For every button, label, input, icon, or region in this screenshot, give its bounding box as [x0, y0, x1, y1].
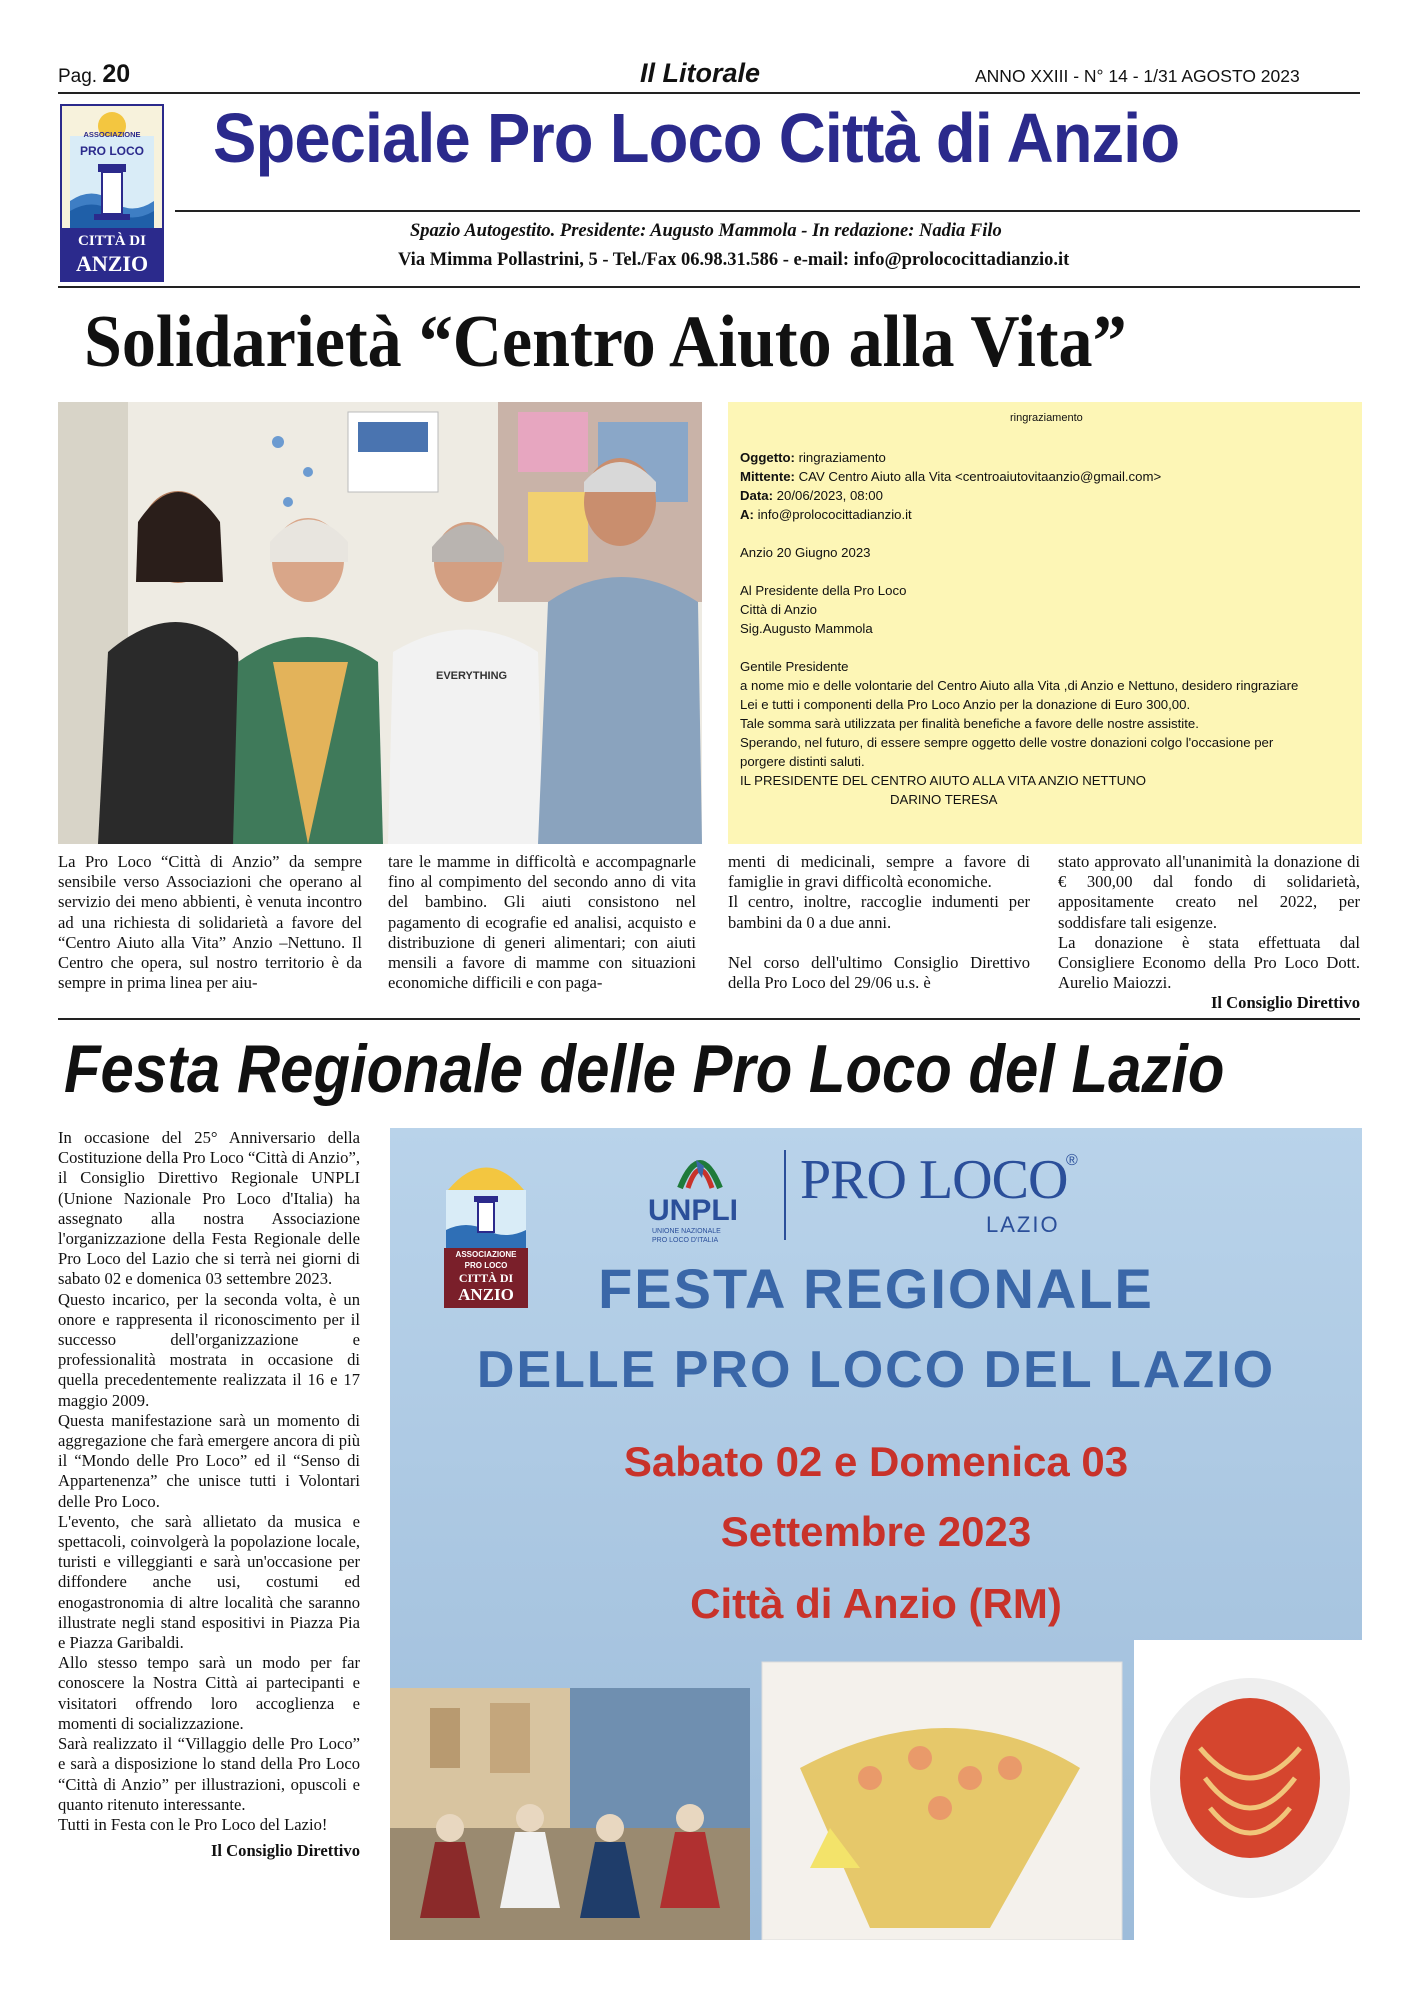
letter-sign-1: IL PRESIDENTE DEL CENTRO AIUTO ALLA VITA ANZIO NETTUNO	[740, 773, 1146, 788]
letter-oggetto: ringraziamento	[794, 450, 886, 465]
letter-addr-1: Al Presidente della Pro Loco	[740, 583, 907, 598]
group-photo	[58, 402, 702, 844]
letter-data: 20/06/2023, 08:00	[772, 488, 883, 503]
poster-logo-mid: PRO LOCO	[464, 1261, 508, 1270]
poster-line-4: Settembre 2023	[720, 1508, 1032, 1555]
letter-top-label: ringraziamento	[1010, 412, 1083, 424]
letter-mittente-label: Mittente:	[740, 469, 795, 484]
poster-logo-anzio: ANZIO	[458, 1285, 514, 1304]
article1-col4	[1058, 852, 1360, 1014]
article1-col2	[388, 852, 696, 993]
letter-sign-2: DARINO TERESA	[890, 792, 998, 807]
italy-map-graphic	[660, 1148, 740, 1196]
poster-logo-city: CITTÀ DI	[458, 1271, 514, 1285]
poster-logo-top: ASSOCIAZIONE	[455, 1250, 517, 1259]
proloco-wordmark: PRO LOCO	[800, 1149, 1068, 1211]
poster-line-2: DELLE PRO LOCO DEL LAZIO	[476, 1341, 1276, 1399]
logo-middle-text: PRO LOCO	[79, 144, 144, 158]
header-subline-1: Spazio Autogestito. Presidente: Augusto Mammola - In redazione: Nadia Filo	[410, 221, 1002, 241]
header-bottom-rule	[58, 286, 1360, 288]
letter-greeting: Gentile Presidente	[740, 659, 849, 674]
issue-info: ANNO XXIII - N° 14 - 1/31 AGOSTO 2023	[975, 66, 1300, 86]
logo-city-text: CITTÀ DI	[78, 233, 146, 249]
header-subline-2: Via Mimma Pollastrini, 5 - Tel./Fax 06.98.31.586 - e-mail: info@prolococittadianzio.it	[398, 250, 1070, 270]
pro-loco-logo	[60, 104, 164, 282]
unpli-sub-1: UNIONE NAZIONALE	[652, 1228, 721, 1235]
logo-anzio-text: ANZIO	[75, 251, 149, 276]
article2-signature: Il Consiglio Direttivo	[210, 1841, 360, 1861]
article1-col3-text-c: Nel corso dell'ultimo Consiglio Direttivo della Pro Loco del 29/06 u.s. è	[728, 952, 1030, 993]
article2-column	[58, 1128, 360, 1861]
letter-addr-2: Città di Anzio	[740, 602, 817, 617]
letter-data-label: Data:	[740, 488, 773, 503]
festa-poster	[390, 1128, 1362, 1940]
letter-body-3: Tale somma sarà utilizzata per finalità benefiche a favore delle nostre assistite.	[740, 716, 1199, 731]
letter-addr-3: Sig.Augusto Mammola	[740, 621, 873, 636]
article1-headline: Solidarietà “Centro Aiuto alla Vita”	[84, 301, 1127, 383]
article2-paragraph-3: Questa manifestazione sarà un momento di aggregazione che farà emergere ancora di più il “Mondo delle Pro Loco” ed il “Senso di Appartenenza” che unisce tutti i Volontari delle Pro Loco.	[58, 1410, 360, 1511]
page-title: Speciale Pro Loco Città di Anzio	[213, 99, 1180, 177]
letter-body-2: Lei e tutti i componenti della Pro Loco Anzio per la donazione di Euro 300,00.	[740, 697, 1191, 712]
article2-paragraph-6: Sarà realizzato il “Villaggio delle Pro Loco” e sarà a disposizione lo stand della Pro Loco “Città di Anzio” per illustrazioni, opuscoli e quanto ritenuto interessante.	[58, 1734, 360, 1814]
letter-place-date: Anzio 20 Giugno 2023	[740, 545, 871, 560]
registered-mark: ®	[1066, 1152, 1078, 1169]
article1-col3-text-a: menti di medicinali, sempre a favore di famiglie in gravi difficoltà economiche.	[728, 852, 1030, 892]
logo-top-text: ASSOCIAZIONE	[83, 130, 141, 139]
header-title-rule	[175, 210, 1360, 212]
poster-line-5: Città di Anzio (RM)	[690, 1580, 1062, 1627]
poster-line-1: FESTA REGIONALE	[598, 1257, 1154, 1320]
page-label-text: Pag.	[58, 66, 98, 87]
header-top-rule	[58, 92, 1360, 94]
letter-a: info@prolococittadianzio.it	[753, 507, 912, 522]
letter-body-4: Sperando, nel futuro, di essere sempre oggetto delle vostre donazioni colgo l'occasione per	[740, 735, 1274, 750]
group-photo-image	[58, 402, 702, 844]
article1-signature: Il Consiglio Direttivo	[1210, 993, 1360, 1013]
article2-paragraph-4: L'evento, che sarà allietato da musica e spettacoli, coinvolgerà la popolazione locale, turisti e villeggianti e sarà un'occasione per diffondere anche usi, costumi ed enogastronomia di altre località che saranno illustrate negli stand espositivi in Piazza Pia e Piazza Garibaldi.	[58, 1511, 360, 1653]
letter-body-5: porgere distinti saluti.	[740, 754, 865, 769]
article2-paragraph-7: Tutti in Festa con le Pro Loco del Lazio!	[58, 1814, 328, 1834]
page-label	[58, 60, 130, 89]
letter-body	[740, 448, 1352, 809]
lazio-label: LAZIO	[986, 1212, 1060, 1237]
article2-headline: Festa Regionale delle Pro Loco del Lazio	[64, 1031, 1225, 1107]
section-divider	[58, 1018, 1360, 1020]
letter-body-1: a nome mio e delle volontarie del Centro Aiuto alla Vita ,di Anzio e Nettuno, desidero ringraziare	[740, 678, 1299, 693]
thank-you-letter	[728, 402, 1362, 844]
article1-col4-text-b: La donazione è stata effettuata dal Consigliere Economo della Pro Loco Dott. Aurelio Maiozzi.	[1058, 932, 1360, 993]
article1-col4-text-a: stato approvato all'unanimità la donazione di € 300,00 dal fondo di solidarietà, appositamente creato nel 2022, per soddisfare tali esigenze.	[1058, 852, 1360, 932]
article1-col1	[58, 852, 362, 993]
letter-a-label: A:	[740, 507, 754, 522]
poster-line-3: Sabato 02 e Domenica 03	[623, 1438, 1129, 1485]
italy-map-icon	[660, 1148, 740, 1196]
article1-col2-text: tare le mamme in difficoltà e accompagnarle fino al compimento del secondo anno di vita del bambino. Gli aiuti consistono nel pagamento di ecografie ed analisi, acquisto e distribuzione di generi alimentari; con aiuti mensili a favore di mamme con situazioni economiche difficili e con paga-	[388, 852, 696, 993]
article1-col3-text-b: Il centro, inoltre, raccoglie indumenti per bambini da 0 a due anni.	[728, 892, 1030, 932]
unpli-label: UNPLI	[648, 1194, 738, 1227]
letter-mittente: CAV Centro Aiuto alla Vita <centroaiutovitaanzio@gmail.com>	[794, 469, 1162, 484]
newspaper-name: Il Litorale	[640, 58, 761, 88]
poster-logo-divider	[784, 1150, 786, 1240]
unpli-sub-2: PRO LOCO D'ITALIA	[652, 1237, 719, 1244]
letter-oggetto-label: Oggetto:	[740, 450, 795, 465]
shirt-text: EVERYTHING	[436, 670, 508, 682]
page-number: 20	[102, 60, 131, 88]
article2-paragraph-5: Allo stesso tempo sarà un modo per far conoscere la Nostra Città ai partecipanti e visitatori offrendo loro accoglienza e momenti di socializzazione.	[58, 1653, 360, 1733]
article2-paragraph-2: Questo incarico, per la seconda volta, è un onore e rappresenta il riconoscimento per il successo dell'organizzazione e professionalità mostrata in occasione di quella precedentemente realizzata il 16 e 17 maggio 2009.	[58, 1289, 360, 1410]
article1-col3	[728, 852, 1030, 993]
article1-col1-text: La Pro Loco “Città di Anzio” da sempre sensibile verso Associazioni che operano al servizio dei meno abbienti, è venuta incontro ad una richiesta di solidarietà a favore del “Centro Aiuto alla Vita” Anzio –Nettuno. Il Centro che opera, sul nostro territorio è da sempre in prima linea per aiu-	[58, 852, 362, 993]
article2-paragraph-1: In occasione del 25° Anniversario della Costituzione della Pro Loco “Città di Anzio”, il Consiglio Direttivo Regionale UNPLI (Unione Nazionale Pro Loco d'Italia) ha assegnato alla nostra Associazione l'organizzazione della Festa Regionale delle Pro Loco del Lazio che si terrà nei giorni di sabato 02 e domenica 03 settembre 2023.	[58, 1128, 360, 1289]
